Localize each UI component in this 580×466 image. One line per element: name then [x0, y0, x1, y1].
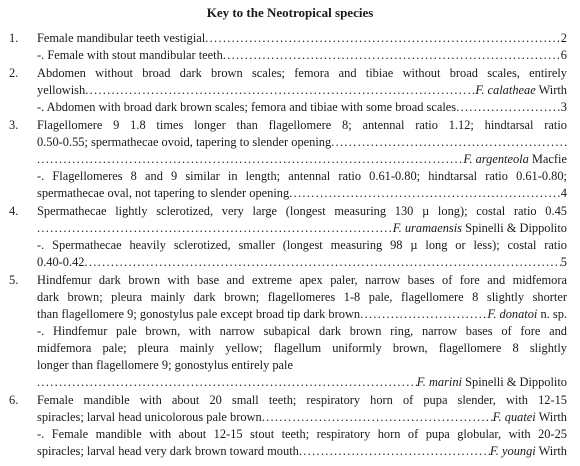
couplet-6b-end	[37, 443, 567, 460]
species-result	[393, 220, 567, 237]
species-name: F. youngi	[489, 444, 536, 458]
couplet-number: 3.	[9, 118, 19, 132]
couplet-number: 5.	[9, 273, 19, 287]
species-name: F. donatoi	[487, 307, 538, 321]
couplet-text: 0.50-0.55; spermathecae ovoid, tapering to slender opening	[37, 135, 332, 149]
couplet-text-line: -. Hindfemur pale brown, with narrow subapical dark brown ring, narrow bases of fore and	[37, 324, 567, 338]
leader-dots	[85, 82, 475, 99]
couplet-3b-end	[37, 185, 567, 202]
key-title: Key to the Neotropical species	[206, 5, 374, 20]
couplet-5a-end	[37, 306, 567, 323]
couplet-1a	[37, 30, 567, 47]
species-result	[490, 443, 567, 460]
couplet-text-line: -. Spermathecae heavily sclerotized, smaller (longest measuring 98 µ long or less); costal ratio	[37, 238, 567, 252]
couplet-text-line: Flagellomere 9 1.8 times longer than flagellomere 8; antennal ratio 1.12; hindtarsal ratio	[37, 118, 567, 132]
leader-dots	[360, 306, 487, 323]
couplet-text: yellowish	[37, 83, 86, 97]
leader-dots	[299, 443, 490, 460]
couplet-text: spiracles; larval head very dark brown toward mouth	[37, 444, 299, 458]
couplet-text-line: dark brown; pleura mainly dark brown; flagellomeres 1-8 pale, flagellomere 8 slightly shorter	[37, 290, 567, 304]
couplet-text: -. Female with stout mandibular teeth	[37, 48, 223, 62]
couplet-text-line: -. Flagellomeres 8 and 9 similar in length; antennal ratio 0.61-0.80; hindtarsal ratio 0.61-0.80;	[37, 169, 567, 183]
species-name: F. uramaensis	[392, 221, 462, 235]
couplet-text-line: Abdomen without broad dark brown scales; femora and tibiae without broad scales, entirely	[37, 66, 567, 80]
couplet-6a-end	[37, 409, 567, 426]
couplet-text: Female mandibular teeth vestigial	[37, 31, 206, 45]
species-result	[475, 82, 567, 99]
species-author: Spinelli & Dippolito	[465, 375, 567, 389]
couplet-3a-end	[37, 151, 567, 168]
couplet-text-line: midfemora pale; pleura mainly yellow; flagellum uniformly brown, flagellomere 8 slightly	[37, 341, 567, 355]
leader-dots	[289, 185, 561, 202]
couplet-5b-end	[37, 374, 567, 391]
couplet-text-line: Hindfemur dark brown with base and extreme apex paler, narrow bases of fore and midfemora	[37, 273, 567, 287]
couplet-text-line: longer than flagellomere 9; gonostylus entirely pale	[37, 358, 293, 372]
couplet-2b	[37, 99, 567, 116]
couplet-text: spiracles; larval head unicolorous pale brown	[37, 410, 262, 424]
couplet-number: 6.	[9, 393, 19, 407]
leader-dots	[223, 47, 561, 64]
lead-number: 6	[560, 48, 567, 62]
species-author: n. sp.	[540, 307, 567, 321]
leader-dots	[37, 220, 393, 237]
couplet-text: than flagellomere 9; gonostylus pale except broad tip dark brown	[37, 307, 361, 321]
leader-dots	[205, 30, 561, 47]
couplet-1b	[37, 47, 567, 64]
lead-number: 3	[560, 100, 567, 114]
species-name: F. argenteola	[463, 152, 529, 166]
couplet-3a-cont	[37, 134, 567, 151]
couplet-text-line: Female mandible with about 20 small teeth; respiratory horn of pupa slender, with 12-15	[37, 393, 567, 407]
species-name: F. calatheae	[475, 83, 536, 97]
species-author: Spinelli & Dippolito	[465, 221, 567, 235]
couplet-number: 4.	[9, 204, 19, 218]
couplet-4b-end	[37, 254, 567, 271]
leader-dots	[37, 151, 463, 168]
species-result	[493, 409, 567, 426]
species-author: Wirth	[538, 83, 567, 97]
species-name: F. marini	[416, 375, 462, 389]
couplet-text-line: -. Female mandible with about 12-15 stout teeth; respiratory horn of pupa globular, with 20-25	[37, 427, 567, 441]
couplet-number: 2.	[9, 66, 19, 80]
species-result	[463, 151, 567, 168]
leader-dots	[262, 409, 493, 426]
couplet-text-line: Spermathecae lightly sclerotized, very large (longest measuring 130 µ long); costal ratio 0.45	[37, 204, 567, 218]
couplet-text: -. Abdomen with broad dark brown scales; femora and tibiae with some broad scales	[37, 100, 457, 114]
species-author: Wirth	[538, 410, 567, 424]
species-author: Wirth	[538, 444, 567, 458]
couplet-text: 0.40-0.42	[37, 255, 85, 269]
leader-dots	[456, 99, 561, 116]
leader-dots	[331, 134, 567, 151]
couplet-text: spermathecae oval, not tapering to slender opening	[37, 186, 290, 200]
lead-number: 5	[560, 255, 567, 269]
species-result	[417, 374, 567, 391]
couplet-2a-end	[37, 82, 567, 99]
lead-number: 4	[560, 186, 567, 200]
lead-number: 2	[560, 31, 567, 45]
couplet-4a-end	[37, 220, 567, 237]
species-name: F. quatei	[492, 410, 536, 424]
couplet-number: 1.	[9, 31, 19, 45]
leader-dots	[37, 374, 417, 391]
species-author: Macfie	[531, 152, 567, 166]
species-result	[487, 306, 567, 323]
leader-dots	[85, 254, 561, 271]
